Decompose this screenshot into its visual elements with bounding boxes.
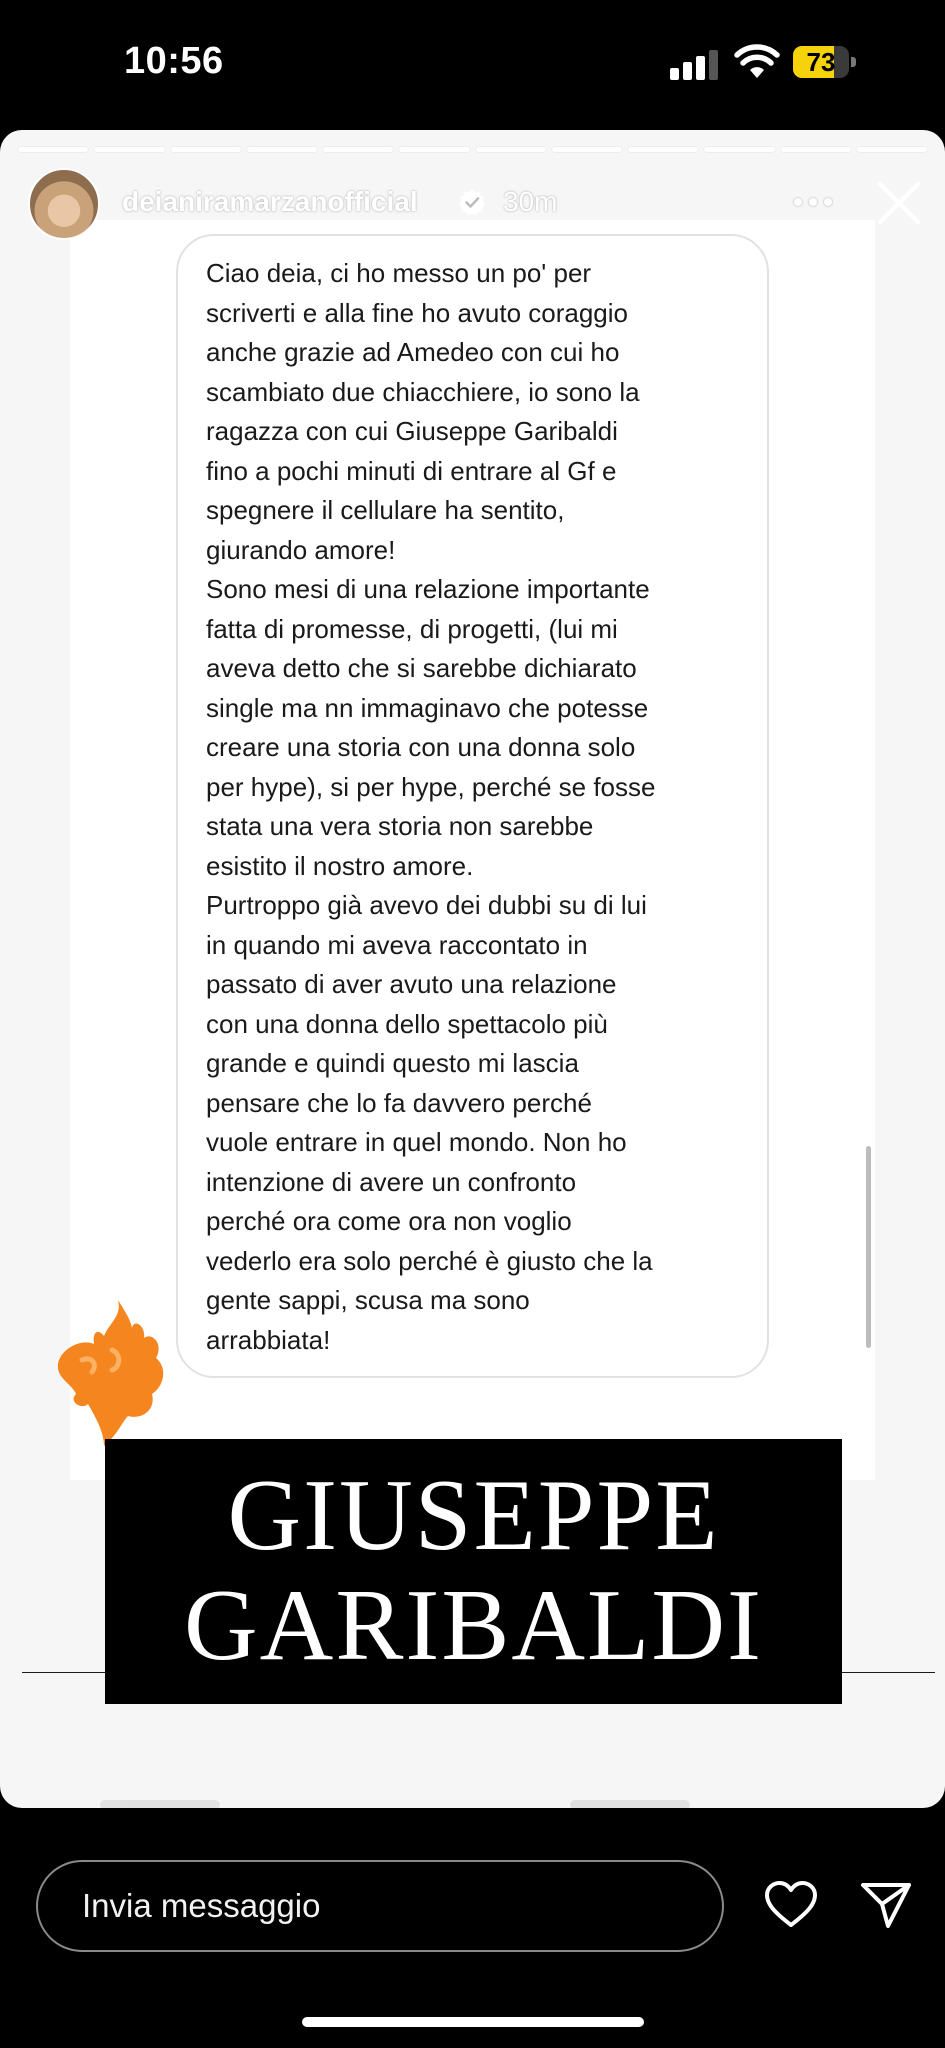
story-progress-bar xyxy=(18,147,927,152)
message-paragraph-1: Ciao deia, ci ho messo un po' per scriverti e alla fine ho avuto coraggio anche grazie ad Amedeo con cui ho scambiato due chiacchiere, io sono la ragazza con cui Giuseppe Garibaldi fino a pochi minuti di entrare al Gf e spegnere il cellulare ha sentito, giurando amore! xyxy=(206,258,640,565)
story-viewer[interactable] xyxy=(0,130,945,1808)
cellular-signal-icon xyxy=(670,50,720,80)
message-bubble xyxy=(176,234,769,1378)
progress-segment xyxy=(704,147,774,152)
verified-badge-icon xyxy=(458,188,486,216)
progress-segment xyxy=(18,147,88,152)
progress-segment xyxy=(94,147,164,152)
progress-segment xyxy=(399,147,469,152)
progress-segment xyxy=(323,147,393,152)
status-time: 10:56 xyxy=(124,40,224,82)
progress-segment xyxy=(628,147,698,152)
send-message-input[interactable] xyxy=(36,1860,724,1952)
progress-segment xyxy=(171,147,241,152)
screenshot-scrollbar xyxy=(866,1146,871,1348)
name-banner xyxy=(105,1439,842,1704)
wifi-icon xyxy=(734,44,780,80)
battery-icon xyxy=(793,46,857,78)
story-time-ago: 30m xyxy=(503,186,558,217)
progress-segment xyxy=(476,147,546,152)
heart-icon[interactable] xyxy=(764,1880,818,1930)
progress-segment xyxy=(857,147,927,152)
avatar[interactable] xyxy=(28,168,100,240)
faded-background-text xyxy=(100,1798,860,1808)
fire-sticker-icon xyxy=(52,1298,172,1448)
story-username[interactable]: deianiramarzanofficial xyxy=(122,186,418,217)
message-paragraph-2: Sono mesi di una relazione importante fatta di promesse, di progetti, (lui mi aveva detto che si sarebbe dichiarato single ma nn immaginavo che potesse creare una storia con una donna solo per hype), si per hype, perché se fosse stata una vera storia non sarebbe esistito il nostro amore. xyxy=(206,574,656,881)
message-paragraph-3: Purtroppo già avevo dei dubbi su di lui in quando mi aveva raccontato in passato di aver avuto una relazione con una donna dello spettacolo più grande e quindi questo mi lascia pensare che lo fa davvero perché vuole entrare in quel mondo. Non ho intenzione di avere un confronto perché ora come ora non voglio vederlo era solo perché è giusto che la gente sappi, scusa ma sono arrabbiata! xyxy=(206,890,653,1355)
more-options-icon[interactable] xyxy=(794,192,836,212)
progress-segment xyxy=(552,147,622,152)
battery-level: 73 xyxy=(806,47,836,77)
close-icon[interactable] xyxy=(876,180,922,226)
progress-segment xyxy=(247,147,317,152)
home-indicator[interactable] xyxy=(302,2017,644,2027)
banner-line-2: GARIBALDI xyxy=(184,1569,763,1682)
banner-line-1: GIUSEPPE xyxy=(227,1459,720,1572)
send-icon[interactable] xyxy=(860,1880,912,1930)
progress-segment xyxy=(781,147,851,152)
